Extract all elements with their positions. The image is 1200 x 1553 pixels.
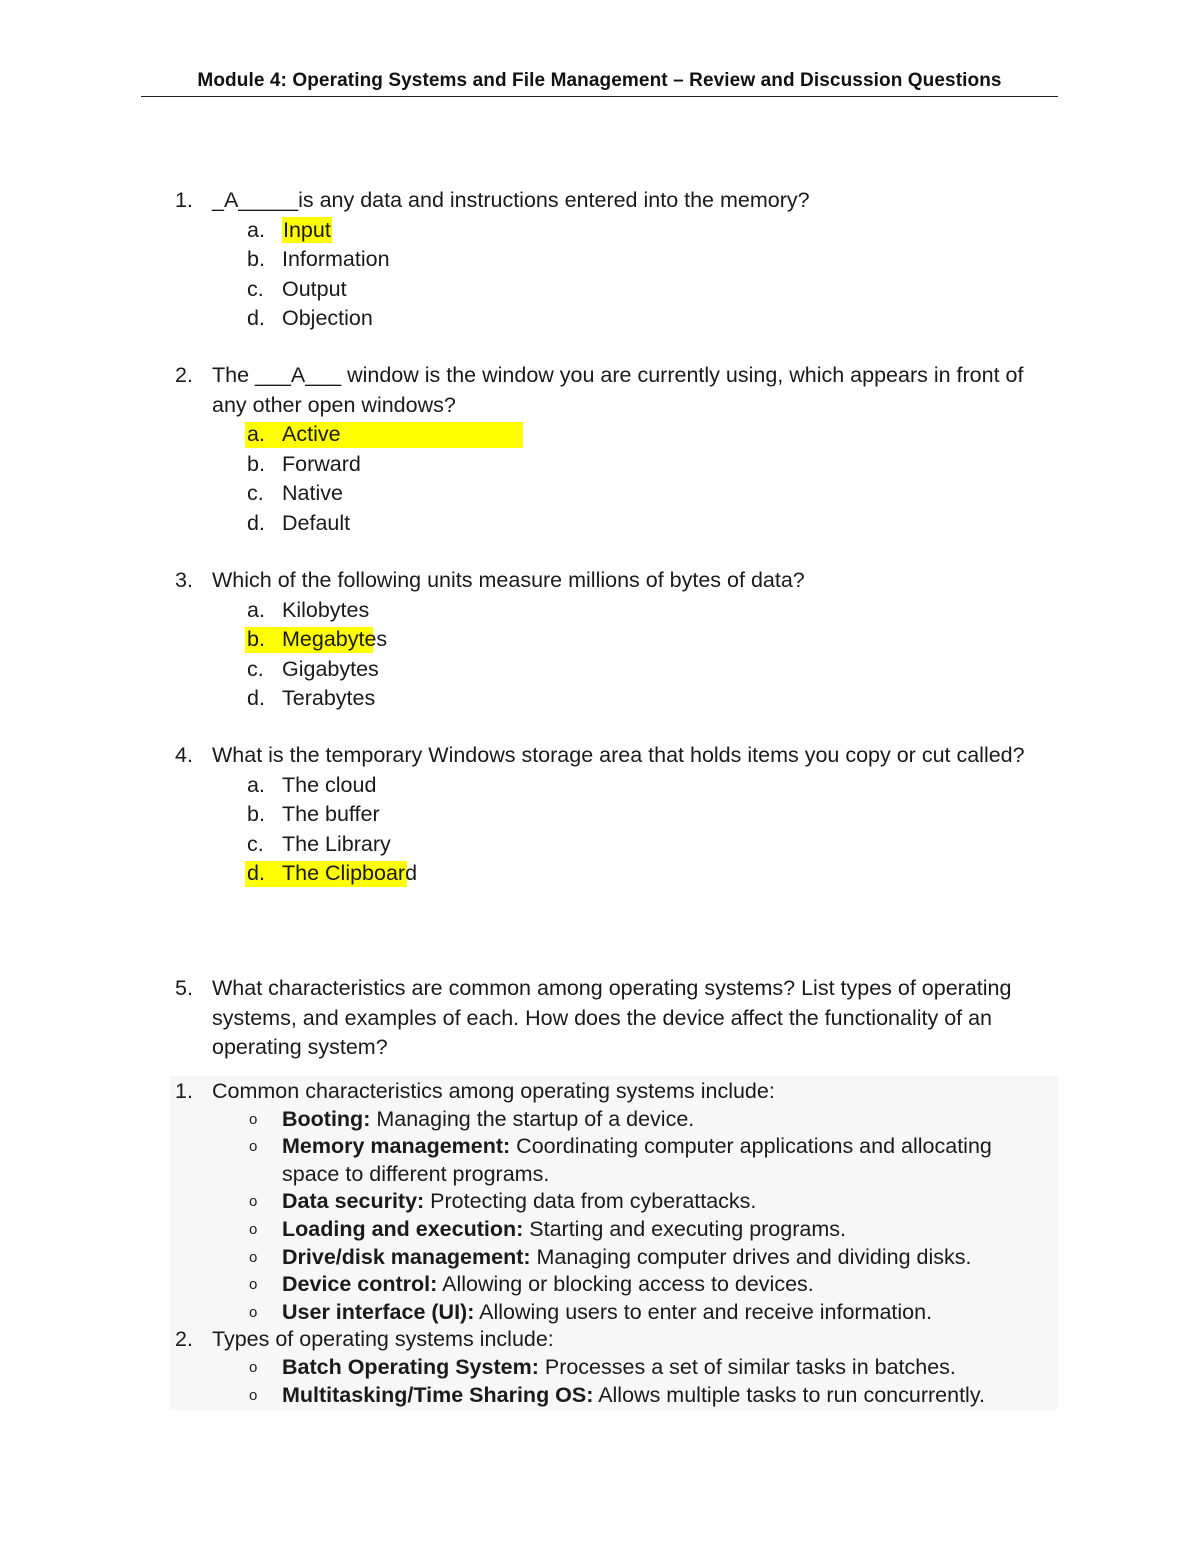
question-stem xyxy=(175,566,1055,596)
option-b xyxy=(175,625,1055,655)
answer-number: 1. xyxy=(175,1079,193,1103)
option-text-highlighted: Active xyxy=(282,422,341,446)
bullet-marker: o xyxy=(249,1386,258,1404)
bullet-desc: Allowing users to enter and receive information. xyxy=(474,1299,933,1324)
page-header xyxy=(141,70,1058,97)
option-text-highlighted: Megabytes xyxy=(282,627,388,651)
question-number: 2. xyxy=(175,363,193,387)
bullet-term: Device control: xyxy=(282,1272,438,1297)
answer-item-2 xyxy=(175,1326,1065,1354)
bullet-desc: Managing the startup of a device. xyxy=(370,1106,695,1131)
option-letter: c. xyxy=(247,656,264,681)
bullet-marker: o xyxy=(249,1248,258,1266)
option-letter: b. xyxy=(247,627,265,651)
option-letter: c. xyxy=(247,276,264,301)
option-text: Information xyxy=(282,247,390,271)
option-letter: d. xyxy=(247,861,265,885)
question-text: _A_____is any data and instructions entered into the memory? xyxy=(212,188,810,212)
option-text: Output xyxy=(282,276,347,301)
bullet-marker: o xyxy=(249,1303,258,1321)
answer-text: Types of operating systems include: xyxy=(212,1327,554,1352)
bullet-term: User interface (UI): xyxy=(282,1299,475,1324)
option-d xyxy=(175,684,1055,714)
question-stem xyxy=(175,186,1055,216)
document-title: Module 4: Operating Systems and File Management – Review and Discussion Questions xyxy=(197,70,1002,91)
bullet-desc: Starting and executing programs. xyxy=(523,1216,846,1241)
option-text: Native xyxy=(282,481,343,505)
option-letter: a. xyxy=(247,597,265,622)
bullet-item xyxy=(175,1354,1065,1382)
option-text-highlighted: The Clipboard xyxy=(282,861,418,885)
option-b xyxy=(175,245,1055,275)
question-text: What characteristics are common among operating systems? List types of operating systems, and examples of each. How does the device affect the functionality of an operating system? xyxy=(212,976,1012,1059)
option-c xyxy=(175,275,1055,305)
option-letter: c. xyxy=(247,481,264,505)
bullet-term: Memory management: xyxy=(282,1134,511,1159)
question-4 xyxy=(175,741,1055,889)
bullet-item xyxy=(175,1216,1065,1244)
question-stem xyxy=(175,361,1055,420)
option-text: The cloud xyxy=(282,772,377,797)
option-a xyxy=(175,771,1055,801)
bullet-term: Loading and execution: xyxy=(282,1216,524,1241)
bullet-term: Drive/disk management: xyxy=(282,1244,531,1269)
bullet-marker: o xyxy=(249,1358,258,1376)
question-text: Which of the following units measure millions of bytes of data? xyxy=(212,568,805,592)
option-b xyxy=(175,450,1055,480)
option-c xyxy=(175,479,1055,509)
question-3 xyxy=(175,566,1055,714)
question-stem xyxy=(175,741,1055,771)
option-text: Gigabytes xyxy=(282,656,379,681)
bullet-item xyxy=(175,1188,1065,1216)
option-letter: c. xyxy=(247,831,264,856)
option-d xyxy=(175,304,1055,334)
option-c xyxy=(175,830,1055,860)
bullet-item xyxy=(175,1106,1065,1134)
bullet-item xyxy=(175,1244,1065,1272)
option-a xyxy=(175,420,1055,450)
bullet-term: Multitasking/Time Sharing OS: xyxy=(282,1382,594,1407)
option-letter: a. xyxy=(247,422,265,446)
option-text: Default xyxy=(282,510,351,535)
bullet-desc: Allows multiple tasks to run concurrently. xyxy=(593,1382,985,1407)
option-d xyxy=(175,509,1055,539)
bullet-term: Batch Operating System: xyxy=(282,1354,539,1379)
option-text: Objection xyxy=(282,306,373,330)
answer-number: 2. xyxy=(175,1327,193,1352)
option-letter: d. xyxy=(247,686,265,710)
question-number: 3. xyxy=(175,568,193,592)
question-text: What is the temporary Windows storage area that holds items you copy or cut called? xyxy=(212,743,1025,767)
bullet-desc: Processes a set of similar tasks in batches. xyxy=(538,1354,956,1379)
option-a xyxy=(175,216,1055,246)
question-text: The ___A___ window is the window you are currently using, which appears in front of any other open windows? xyxy=(212,363,1024,417)
bullet-desc: Coordinating computer applications and allocating space to different programs. xyxy=(282,1134,992,1186)
bullet-desc: Allowing or blocking access to devices. xyxy=(437,1272,814,1297)
option-letter: b. xyxy=(247,247,265,271)
option-text: Forward xyxy=(282,451,361,476)
bullet-desc: Protecting data from cyberattacks. xyxy=(424,1189,757,1214)
question-number: 5. xyxy=(175,976,193,1000)
bullet-item xyxy=(175,1299,1065,1327)
bullet-marker: o xyxy=(249,1110,258,1128)
bullet-marker: o xyxy=(249,1138,258,1156)
bullet-item xyxy=(175,1133,1032,1188)
option-letter: d. xyxy=(247,306,265,330)
bullet-marker: o xyxy=(249,1276,258,1294)
question-2 xyxy=(175,361,1055,538)
question-5 xyxy=(175,974,1055,1063)
option-a xyxy=(175,596,1055,626)
bullet-item xyxy=(175,1271,1065,1299)
option-d xyxy=(175,859,1055,889)
option-c xyxy=(175,655,1055,685)
bullet-marker: o xyxy=(249,1220,258,1238)
option-text: Kilobytes xyxy=(282,597,370,622)
question-1 xyxy=(175,186,1055,334)
bullet-term: Booting: xyxy=(282,1106,371,1131)
question-number: 1. xyxy=(175,188,193,212)
option-letter: a. xyxy=(247,772,265,797)
bullet-term: Data security: xyxy=(282,1189,425,1214)
answer-list xyxy=(175,1078,1065,1409)
answer-text: Common characteristics among operating systems include: xyxy=(212,1079,775,1103)
question-stem xyxy=(175,974,1055,1063)
bullet-desc: Managing computer drives and dividing disks. xyxy=(530,1244,972,1269)
option-text: The Library xyxy=(282,831,391,856)
answer-item-1 xyxy=(175,1078,1065,1106)
option-letter: b. xyxy=(247,451,265,476)
option-text: The buffer xyxy=(282,802,380,826)
option-letter: a. xyxy=(247,217,265,242)
question-number: 4. xyxy=(175,743,193,767)
option-letter: d. xyxy=(247,510,265,535)
bullet-item xyxy=(175,1382,1065,1410)
option-letter: b. xyxy=(247,802,265,826)
option-b xyxy=(175,800,1055,830)
option-text: Terabytes xyxy=(282,686,376,710)
option-text-highlighted: Input xyxy=(283,217,331,242)
bullet-marker: o xyxy=(249,1193,258,1211)
